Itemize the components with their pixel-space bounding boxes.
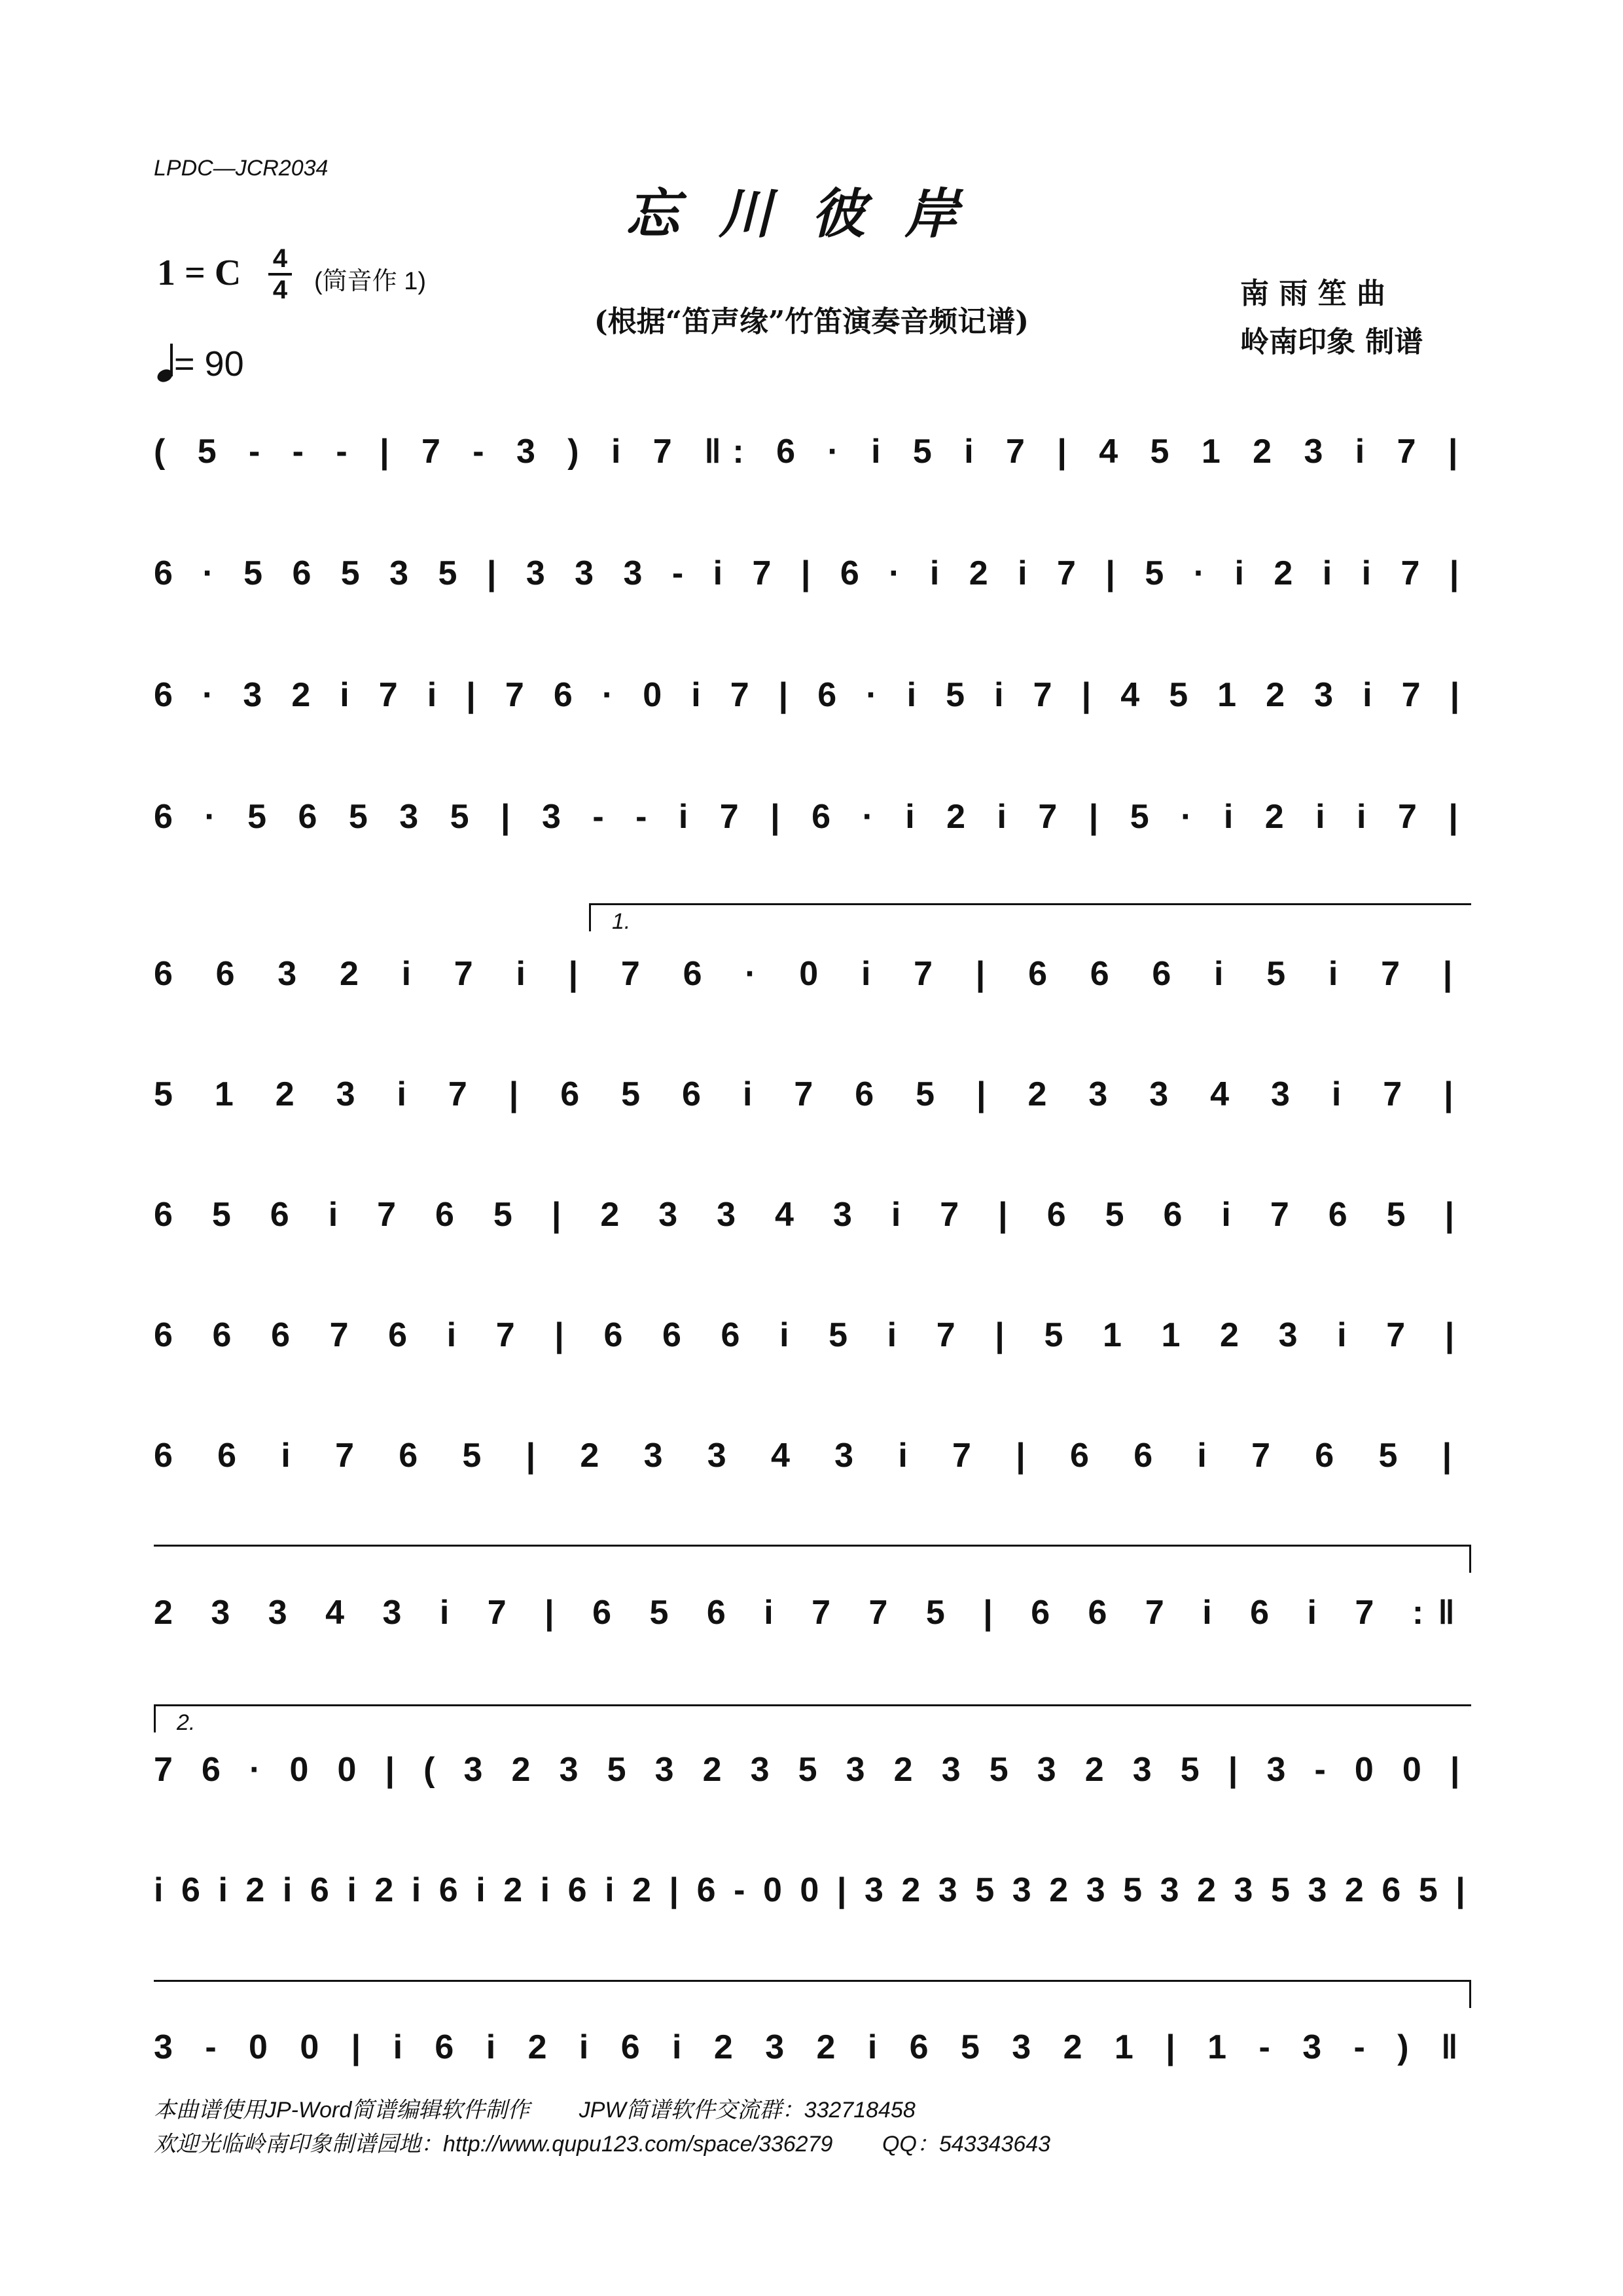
score-row (154, 1062, 1469, 1127)
score-row-notes: 6 6 3 2 i 7 i | 7 6 · 0 i 7 | 6 6 6 i 5 i 7 | (154, 955, 1469, 993)
score-row-notes: 5 1 2 3 i 7 | 6 5 6 i 7 6 5 | 2 3 3 4 3 i 7 | (154, 1075, 1470, 1113)
score-row (154, 541, 1469, 606)
key-note: (筒音作 1) (314, 268, 427, 295)
second-ending-bracket (154, 1704, 1471, 1735)
arranger: 岭南印象 制谱 (1240, 325, 1423, 359)
score-row-notes: 6 · 5 6 5 3 5 | 3 - - i 7 | 6 · i 2 i 7 | 5 · i 2 i i 7 | (154, 798, 1469, 836)
score-row (154, 941, 1469, 1007)
tempo-marking (157, 344, 244, 384)
score-row (154, 1857, 1469, 1923)
row-bracket (154, 1980, 1471, 2008)
score-row (154, 1182, 1469, 1247)
score-row-notes: 2 3 3 4 3 i 7 | 6 5 6 i 7 7 5 | 6 6 7 i 6 i 7 :‖ (154, 1594, 1470, 1632)
key-signature: 1 = C (157, 253, 241, 293)
page-title: 忘川彼岸 (626, 183, 997, 245)
first-ending-label: 1. (612, 909, 631, 934)
composer: 南 雨 笙 曲 (1240, 277, 1385, 310)
score-row-notes: 3 - 0 0 | i 6 i 2 i 6 i 2 3 2 i 6 5 3 2 1 | 1 - 3 - ) ‖ (154, 2028, 1470, 2066)
score-row (154, 1580, 1469, 1645)
second-ending-label: 2. (177, 1710, 196, 1735)
first-ending-bracket (589, 903, 1471, 934)
score-row (154, 1302, 1469, 1368)
score-row-notes: 6 · 3 2 i 7 i | 7 6 · 0 i 7 | 6 · i 5 i 7 | 4 5 1 2 3 i 7 | (154, 676, 1470, 714)
footer (154, 2093, 1050, 2161)
score-row-notes: 7 6 · 0 0 | ( 3 2 3 5 3 2 3 5 3 2 3 5 3 2 3 5 | 3 - 0 0 | (154, 1751, 1470, 1789)
footer-line-2: 欢迎光临岭南印象制谱园地：http://www.qupu123.com/space/336279 QQ：543343643 (154, 2132, 1051, 2157)
score-row (154, 419, 1469, 484)
score-row-notes: 6 5 6 i 7 6 5 | 2 3 3 4 3 i 7 | 6 5 6 i 7 6 5 | (154, 1196, 1469, 1234)
score-row (154, 1423, 1469, 1488)
time-signature-top: 4 (272, 244, 288, 273)
tempo-value: = 90 (174, 344, 244, 384)
score-row (154, 662, 1469, 728)
score-code: LPDC—JCR2034 (154, 156, 329, 181)
score-row (154, 2015, 1469, 2080)
footer-line-1: 本曲谱使用JP-Word简谱编辑软件制作 JPW简谱软件交流群：332718458 (154, 2098, 916, 2123)
score-row (154, 1737, 1469, 1803)
score-row (154, 784, 1469, 850)
credits (1240, 270, 1423, 367)
quarter-note-icon (157, 345, 174, 384)
time-signature-bottom: 4 (272, 276, 288, 304)
score-row-notes: 6 6 6 7 6 i 7 | 6 6 6 i 5 i 7 | 5 1 1 2 3 i 7 | (154, 1316, 1470, 1354)
score-row-notes: 6 · 5 6 5 3 5 | 3 3 3 - i 7 | 6 · i 2 i 7 | 5 · i 2 i i 7 | (154, 554, 1469, 592)
first-ending-continuation (154, 1545, 1471, 1573)
score-row-notes: i 6 i 2 i 6 i 2 i 6 i 2 i 6 i 2 | 6 - 0 0 | 3 2 3 5 3 2 3 5 3 2 3 5 3 2 6 5 | (154, 1871, 1470, 1909)
subtitle: (根据“笛声缘”竹笛演奏音频记谱) (594, 305, 1029, 338)
time-signature (268, 245, 292, 303)
score-row-notes: ( 5 - - - | 7 - 3 ) i 7 ‖: 6 · i 5 i 7 | 4 5 1 2 3 i 7 | (154, 433, 1469, 471)
score-row-notes: 6 6 i 7 6 5 | 2 3 3 4 3 i 7 | 6 6 i 7 6 5 | (154, 1437, 1470, 1475)
